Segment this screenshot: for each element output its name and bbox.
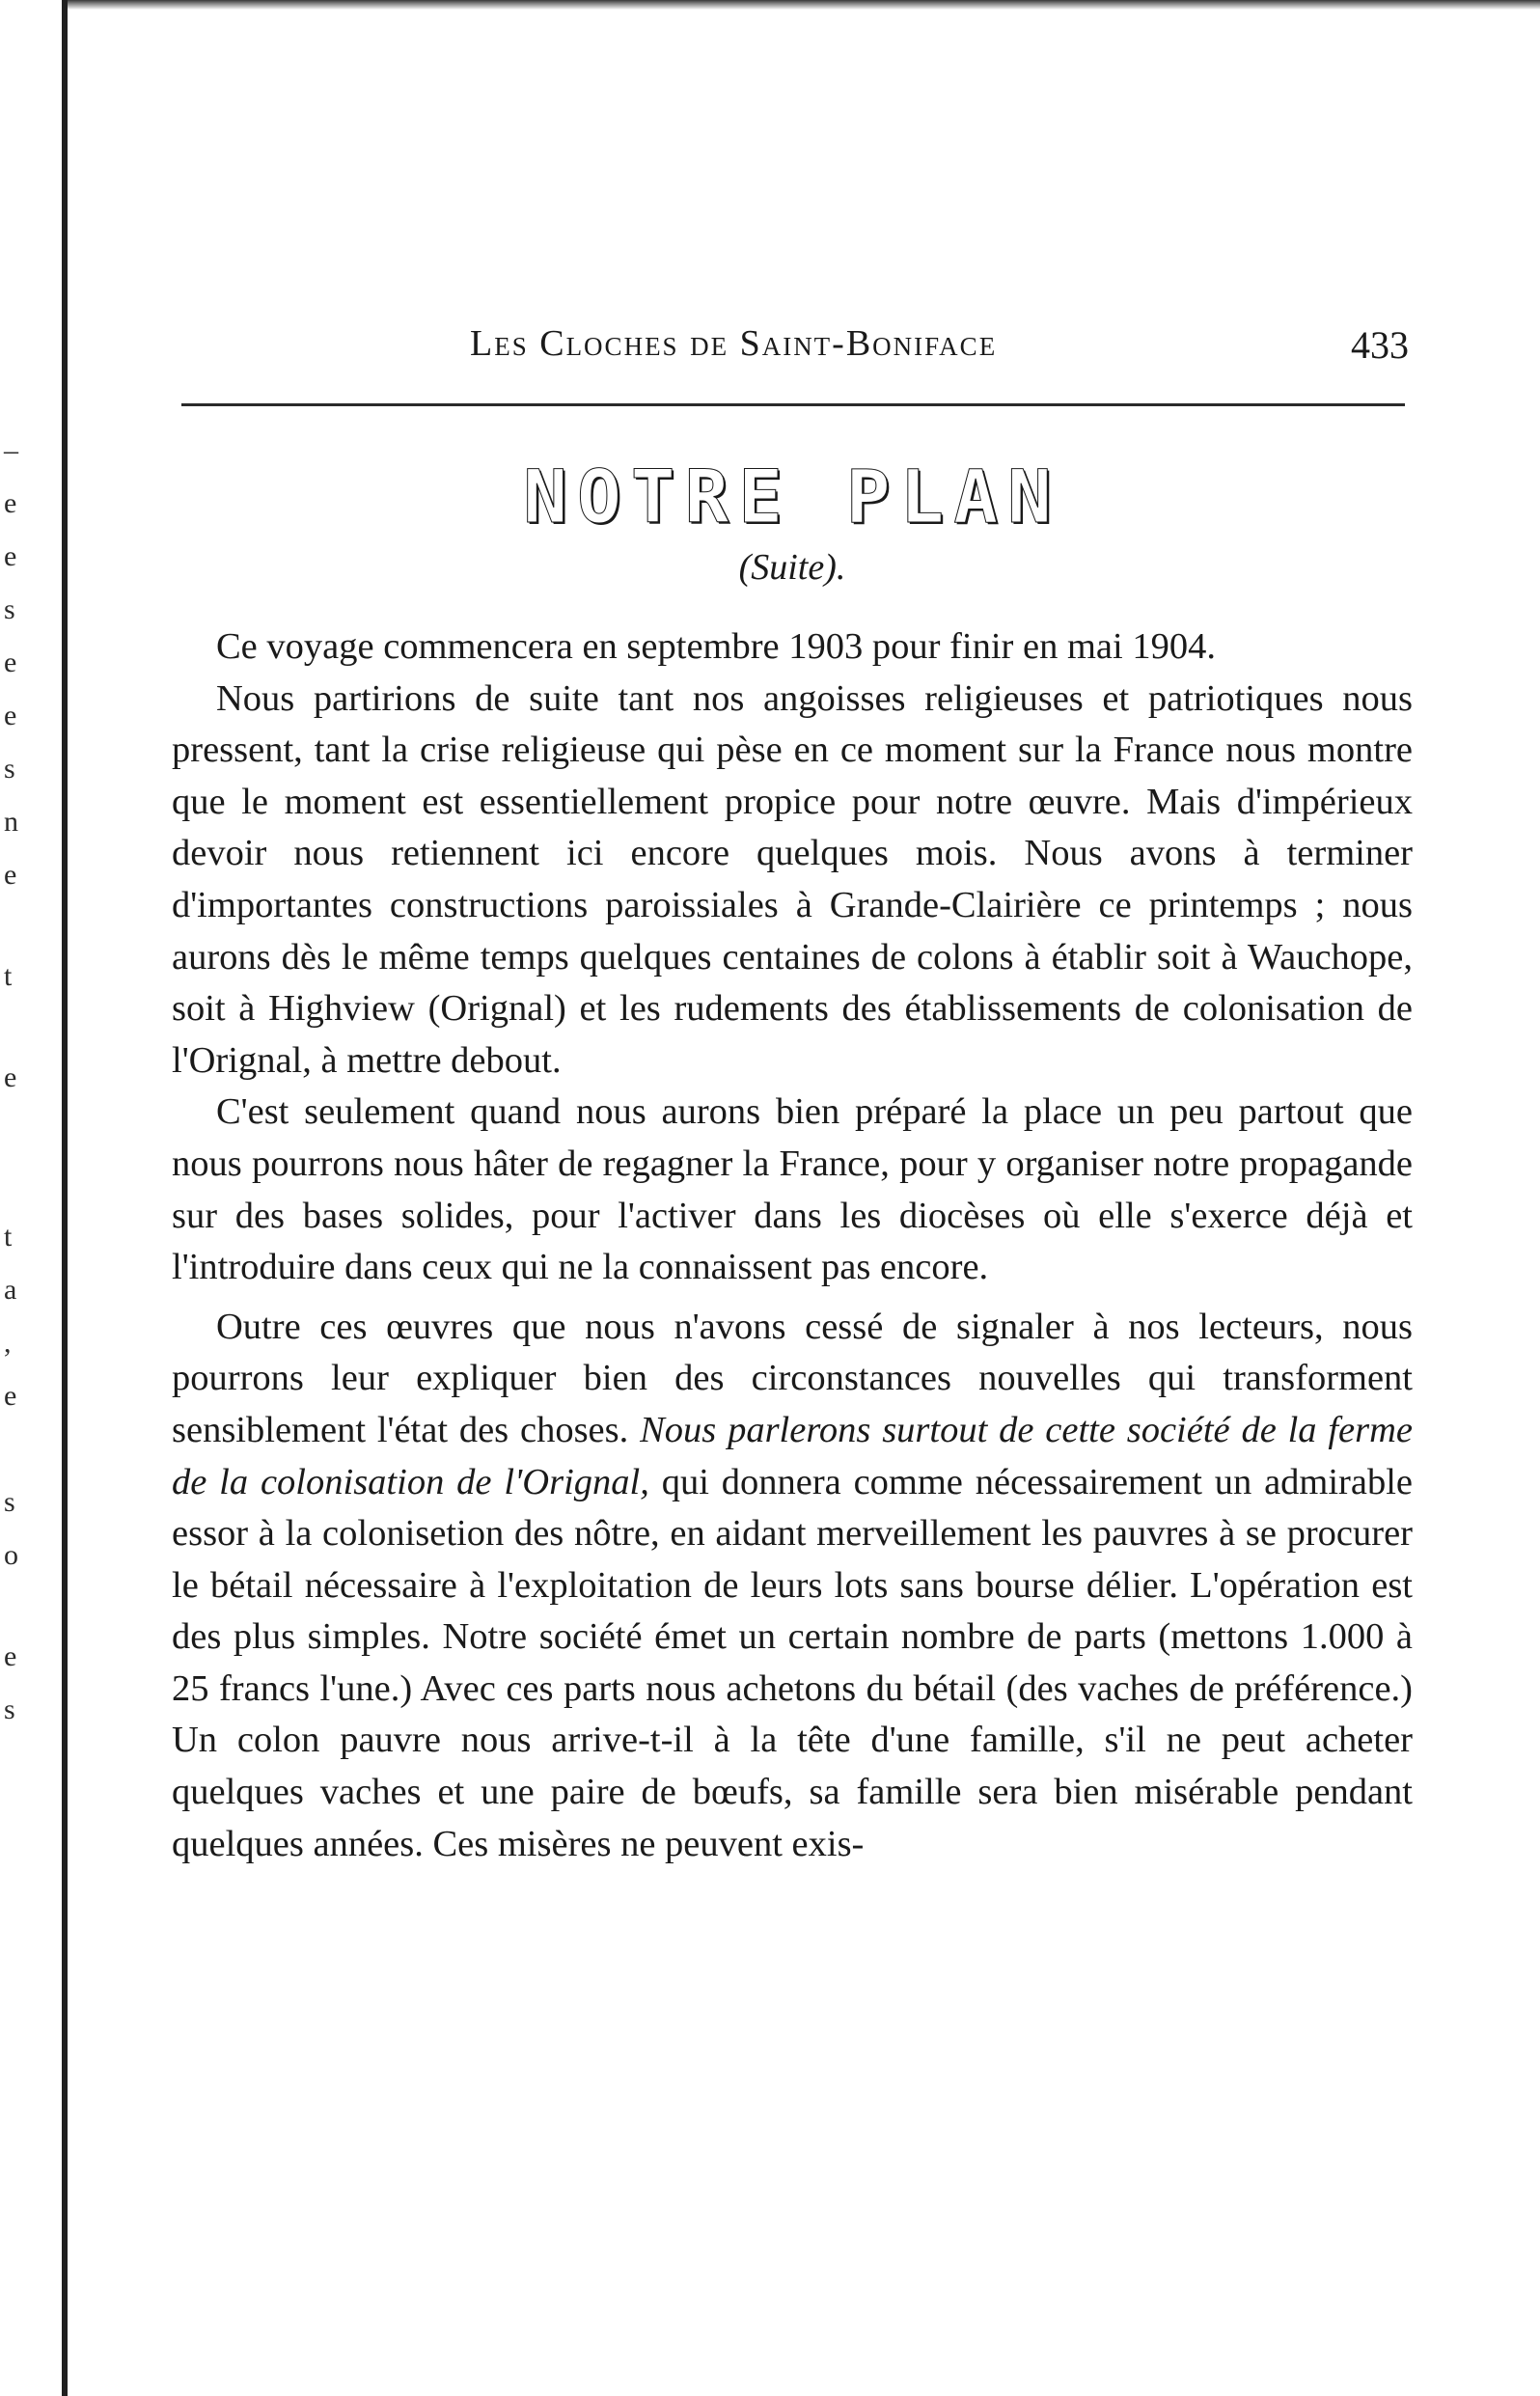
margin-fragment: s [4,593,15,625]
margin-fragment: t [4,1221,13,1253]
margin-fragment: a [4,1274,17,1306]
paragraph-1: Ce voyage commencera en septembre 1903 pour finir en mai 1904. [216,626,1216,667]
margin-fragment: – [4,434,18,466]
paragraph-3: C'est seulement quand nous aurons bien préparé la place un peu partout que nous pourrons nous hâter de regagner la France, pour y organiser notre propagande sur des bases solides, pour l'activer dans les diocèses où elle s'exerce déjà et l'introduire dans ceux qui ne la connaissent pas encore. [172,1091,1413,1288]
paragraph-4-italic: Nous parlerons surtout de cette société de la ferme de la colonisation de l'Orignal, [172,1409,1414,1502]
page-number: 433 [1351,323,1409,367]
margin-fragment: n [4,806,18,838]
article-body [172,621,1413,1870]
margin-fragment: e [4,1640,17,1672]
margin-fragment: e [4,647,17,678]
header-rule [181,403,1405,406]
running-title: Les Cloches de Saint-Boniface [470,323,998,364]
article-subtitle: (Suite). [738,547,846,588]
margin-fragment: s [4,1694,15,1725]
margin-fragment: e [4,859,17,891]
margin-fragment: s [4,753,15,785]
margin-fragment: o [4,1539,18,1571]
margin-fragment: e [4,1380,17,1412]
paragraph-4-start: Outre ces œuvres que nous n'avons cessé de signaler à nos lecteurs, nous pourrons leur expliquer bien des circonstances nouvelles qui transforment sensiblement l'état des choses. [172,1306,1413,1450]
margin-fragment: s [4,1486,15,1518]
margin-fragment: , [4,1327,12,1359]
facing-page-fragments [0,0,39,2396]
paragraph-4-end: qui donnera comme nécessairement un admirable essor à la colonisetion des nôtre, en aidant merveillement les pauvres à se procurer le bétail nécessaire à l'exploitation de leurs lots sans bourse délier. L'opération est des plus simples. Notre société émet un certain nombre de parts (mettons 1.000 à 25 francs l'une.) Avec ces parts nous achetons du bétail (des vaches de préférence.) Un colon pauvre nous arrive-t-il à la tête d'une famille, s'il ne peut acheter quelques vaches et une paire de bœufs, sa famille sera bien misérable pendant quelques années. Ces misères ne peuvent exis- [172,1461,1413,1864]
paragraph-2: Nous partirions de suite tant nos angoisses religieuses et patriotiques nous pressent, tant la crise religieuse qui pèse en ce moment sur la France nous montre que le moment est essentiellement propice pour notre œuvre. Mais d'impérieux devoir nous retiennent ici encore quelques mois. Nous avons à terminer d'importantes constructions paroissiales à Grande-Clairière ce printemps ; nous aurons dès le même temps quelques centaines de colons à établir soit à Wauchope, soit à Highview (Orignal) et les rudements des établissements de colonisation de l'Orignal, à mettre debout. [172,677,1413,1081]
margin-fragment: e [4,487,17,519]
article-title: NOTRE PLAN [523,454,1061,539]
page-edge-top [0,0,1540,10]
margin-fragment: e [4,700,17,731]
margin-fragment: e [4,1061,17,1093]
margin-fragment: t [4,960,13,992]
running-header [176,318,1409,376]
margin-fragment: e [4,540,17,572]
paragraph-4 [172,1302,1413,1871]
